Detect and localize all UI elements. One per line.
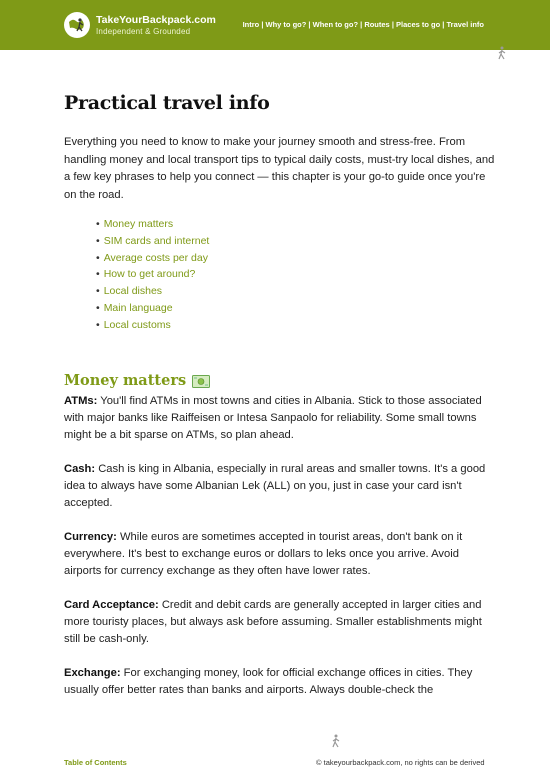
nav-item-routes[interactable]: Routes (364, 20, 390, 29)
paragraph-card-acceptance (64, 597, 496, 648)
paragraph-exchange (64, 665, 496, 699)
nav-item-why-to-go[interactable]: Why to go? (265, 20, 307, 29)
brand-name[interactable]: TakeYourBackpack.com (96, 14, 216, 26)
paragraph-text: While euros are sometimes accepted in tourist areas, don't bank on it everywhere. It's best to exchange euros or dollars to leks once you arrive. Avoid airports for currency exchange as they often have lower rates. (64, 531, 463, 577)
section-title-text: Money matters (64, 372, 187, 389)
toc-link-sim-cards[interactable]: SIM cards and internet (103, 234, 210, 247)
page-title: Practical travel info (64, 92, 270, 114)
money-bill-icon (192, 375, 210, 388)
paragraph-text: For exchanging money, look for official exchange offices in cities. They usually offer better rates than banks and airports. Always double-check the (64, 667, 473, 696)
paragraph-label: Cash: (64, 463, 96, 475)
paragraph-text: Credit and debit cards are generally accepted in larger cities and more touristy places, but always ask before assuming. Smaller establishments might still be cash-only. (64, 599, 482, 645)
paragraph-label: Exchange: (64, 667, 121, 679)
nav-item-places-to-go[interactable]: Places to go (396, 20, 441, 29)
paragraph-text: Cash is king in Albania, especially in rural areas and smaller towns. It's a good idea to always have some Albanian Lek (ALL) on you, just in case your card isn't accepted. (64, 463, 486, 509)
nav-item-travel-info[interactable]: Travel info (446, 20, 484, 29)
nav-item-intro[interactable]: Intro (242, 20, 260, 29)
paragraph-text: You'll find ATMs in most towns and cities in Albania. Stick to those associated with major banks like Raiffeisen or Intesa Sanpaolo for reliability. Some small towns might be a bit sparse on ATMs, so plan ahead. (64, 395, 482, 441)
paragraph-currency (64, 529, 496, 580)
toc-item: • SIM cards and internet (96, 234, 210, 247)
hiker-icon (330, 734, 342, 748)
top-navigation: Intro | Why to go? | When to go? | Routes | Places to go | Travel info (242, 20, 484, 29)
brand-tagline: Independent & Grounded (96, 27, 191, 36)
toc-item: • Average costs per day (96, 251, 208, 264)
nav-item-when-to-go[interactable]: When to go? (312, 20, 359, 29)
copyright-notice: © takeyourbackpack.com, no rights can be derived (316, 758, 485, 767)
paragraph-label: Card Acceptance: (64, 599, 159, 611)
toc-item: • Main language (96, 301, 173, 314)
paragraph-cash (64, 461, 496, 512)
toc-link-local-customs[interactable]: Local customs (103, 318, 171, 331)
toc-item: • Local customs (96, 318, 171, 331)
logo-globe-icon[interactable] (64, 12, 90, 38)
paragraph-label: Currency: (64, 531, 117, 543)
table-of-contents-link[interactable]: Table of Contents (64, 758, 127, 767)
toc-link-local-dishes[interactable]: Local dishes (103, 285, 163, 298)
toc-item: • Local dishes (96, 285, 163, 298)
paragraph-atms (64, 393, 496, 444)
paragraph-label: ATMs: (64, 395, 98, 407)
intro-paragraph: Everything you need to know to make your journey smooth and stress-free. From handling money and local transport tips to typical daily costs, must-try local dishes, and a few key phrases to help you connect — this chapter is your go-to guide once you're on the road. (64, 136, 495, 201)
section-body (64, 393, 496, 716)
toc-item: • Money matters (96, 218, 174, 230)
toc-link-get-around[interactable]: How to get around? (103, 268, 196, 281)
toc-link-average-costs[interactable]: Average costs per day (103, 251, 208, 264)
chapter-toc (96, 216, 209, 334)
hiker-icon (496, 46, 508, 60)
toc-link-money-matters[interactable]: Money matters (103, 218, 174, 230)
toc-link-main-language[interactable]: Main language (103, 301, 173, 314)
section-title (64, 372, 210, 389)
toc-item: • How to get around? (96, 268, 196, 281)
page-header (0, 0, 550, 50)
